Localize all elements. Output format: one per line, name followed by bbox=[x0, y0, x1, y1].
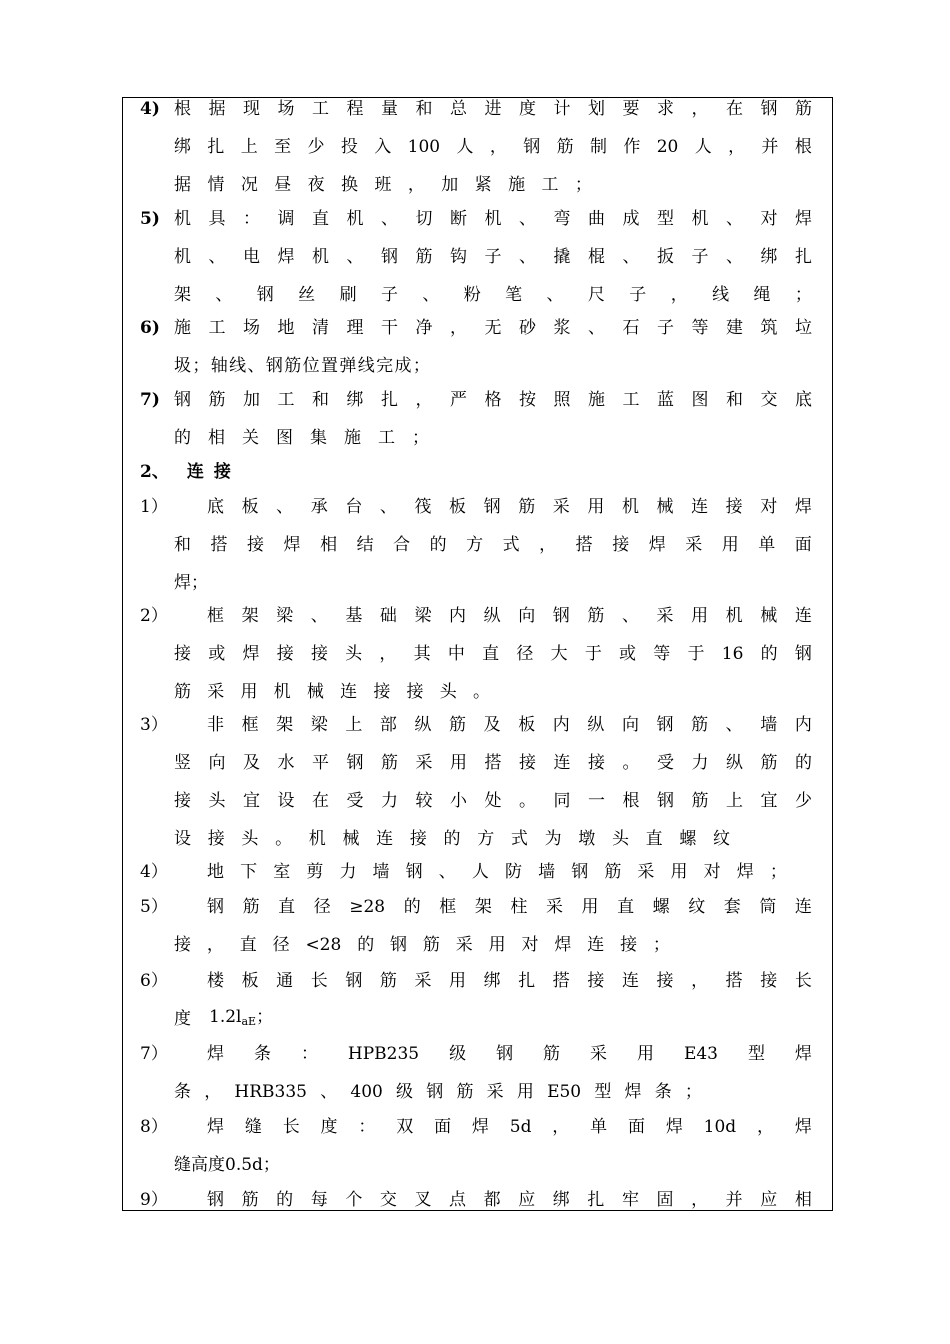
list-item-line: 焊 缝 长 度 ： 双 面 焊 5d ， 单 面 焊 10d ， 焊 bbox=[207, 1117, 812, 1137]
list-item-marker: 9） bbox=[140, 1190, 168, 1210]
list-item-marker: 3） bbox=[140, 715, 168, 735]
list-item-line: 非 框 架 梁 上 部 纵 筋 及 板 内 纵 向 钢 筋 、 墙 内 bbox=[207, 715, 812, 735]
list-item-line: 缝 高 度 0.5d ； bbox=[174, 1155, 280, 1175]
list-item-marker: 2） bbox=[140, 606, 168, 626]
list-item-line: 架 、 钢 丝 刷 子 、 粉 笔 、 尺 子 ， 线 绳 ； bbox=[174, 285, 812, 305]
list-item-marker: 7) bbox=[140, 390, 160, 410]
list-item-line: 钢 筋 的 每 个 交 叉 点 都 应 绑 扎 牢 固 ， 并 应 相 bbox=[207, 1190, 812, 1210]
list-item-line: 根 据 现 场 工 程 量 和 总 进 度 计 划 要 求 ， 在 钢 筋 bbox=[174, 99, 812, 119]
list-item-line: 焊 条 ： HPB235 级 钢 筋 采 用 E43 型 焊 bbox=[207, 1044, 812, 1064]
list-item-line: 筋 采 用 机 械 连 接 接 头 。 bbox=[174, 682, 490, 702]
list-item-line: 绑 扎 上 至 少 投 入 100 人 ， 钢 筋 制 作 20 人 ， 并 根 bbox=[174, 137, 812, 157]
list-item-line: 的 相 关 图 集 施 工 ； bbox=[174, 428, 429, 448]
list-item-marker: 4) bbox=[140, 99, 160, 119]
section-title: 连接 bbox=[186, 462, 241, 482]
list-item-marker: 8） bbox=[140, 1117, 168, 1137]
list-item-line: 接 ， 直 径 <28 的 钢 筋 采 用 对 焊 连 接 ； bbox=[174, 935, 670, 955]
list-item-marker: 1） bbox=[140, 497, 168, 517]
list-item-line: 焊 ； bbox=[174, 573, 208, 593]
list-item-line: 钢 筋 加 工 和 绑 扎 ， 严 格 按 照 施 工 蓝 图 和 交 底 bbox=[174, 390, 812, 410]
section-heading bbox=[140, 459, 241, 485]
list-item-line: 框 架 梁 、 基 础 梁 内 纵 向 钢 筋 、 采 用 机 械 连 bbox=[207, 606, 812, 626]
list-item-marker: 7） bbox=[140, 1044, 168, 1064]
list-item-line: 竖 向 及 水 平 钢 筋 采 用 搭 接 连 接 。 受 力 纵 筋 的 bbox=[174, 753, 812, 773]
list-item-line: 地 下 室 剪 力 墙 钢 、 人 防 墙 钢 筋 采 用 对 焊 ； bbox=[207, 862, 787, 882]
list-item-line: 机 具 ： 调 直 机 、 切 断 机 、 弯 曲 成 型 机 、 对 焊 bbox=[174, 209, 812, 229]
list-item-line: 设 接 头 。 机 械 连 接 的 方 式 为 墩 头 直 螺 纹 bbox=[174, 829, 730, 849]
list-item-line: 施 工 场 地 清 理 干 净 ， 无 砂 浆 、 石 子 等 建 筑 垃 bbox=[174, 318, 812, 338]
section-number: 2、 bbox=[140, 462, 169, 482]
list-item-line: 度 1.2laE； bbox=[174, 1006, 812, 1032]
list-item-marker: 6) bbox=[140, 318, 160, 338]
subscript-text: aE bbox=[241, 1014, 257, 1028]
list-item-marker: 6） bbox=[140, 971, 168, 991]
list-item-marker: 5） bbox=[140, 897, 168, 917]
list-item-line: 条 ， HRB335 、 400 级 钢 筋 采 用 E50 型 焊 条 ； bbox=[174, 1082, 702, 1102]
list-item-line: 底 板 、 承 台 、 筏 板 钢 筋 采 用 机 械 连 接 对 焊 bbox=[207, 497, 812, 517]
list-item-line: 接 或 焊 接 接 头 ， 其 中 直 径 大 于 或 等 于 16 的 钢 bbox=[174, 644, 812, 664]
list-item-marker: 4） bbox=[140, 862, 168, 882]
list-item-line: 圾 ； 轴 线 、 钢 筋 位 置 弹 线 完 成 ； bbox=[174, 356, 430, 376]
list-item-line: 据 情 况 昼 夜 换 班 ， 加 紧 施 工 ； bbox=[174, 175, 592, 195]
list-item-marker: 5) bbox=[140, 209, 160, 229]
list-item-line: 和 搭 接 焊 相 结 合 的 方 式 ， 搭 接 焊 采 用 单 面 bbox=[174, 535, 812, 555]
list-item-line: 接 头 宜 设 在 受 力 较 小 处 。 同 一 根 钢 筋 上 宜 少 bbox=[174, 791, 812, 811]
list-item-line: 钢 筋 直 径 ≥28 的 框 架 柱 采 用 直 螺 纹 套 筒 连 bbox=[207, 897, 812, 917]
list-item-line: 机 、 电 焊 机 、 钢 筋 钩 子 、 撬 棍 、 扳 子 、 绑 扎 bbox=[174, 247, 812, 267]
list-item-line: 楼 板 通 长 钢 筋 采 用 绑 扎 搭 接 连 接 ， 搭 接 长 bbox=[207, 971, 812, 991]
